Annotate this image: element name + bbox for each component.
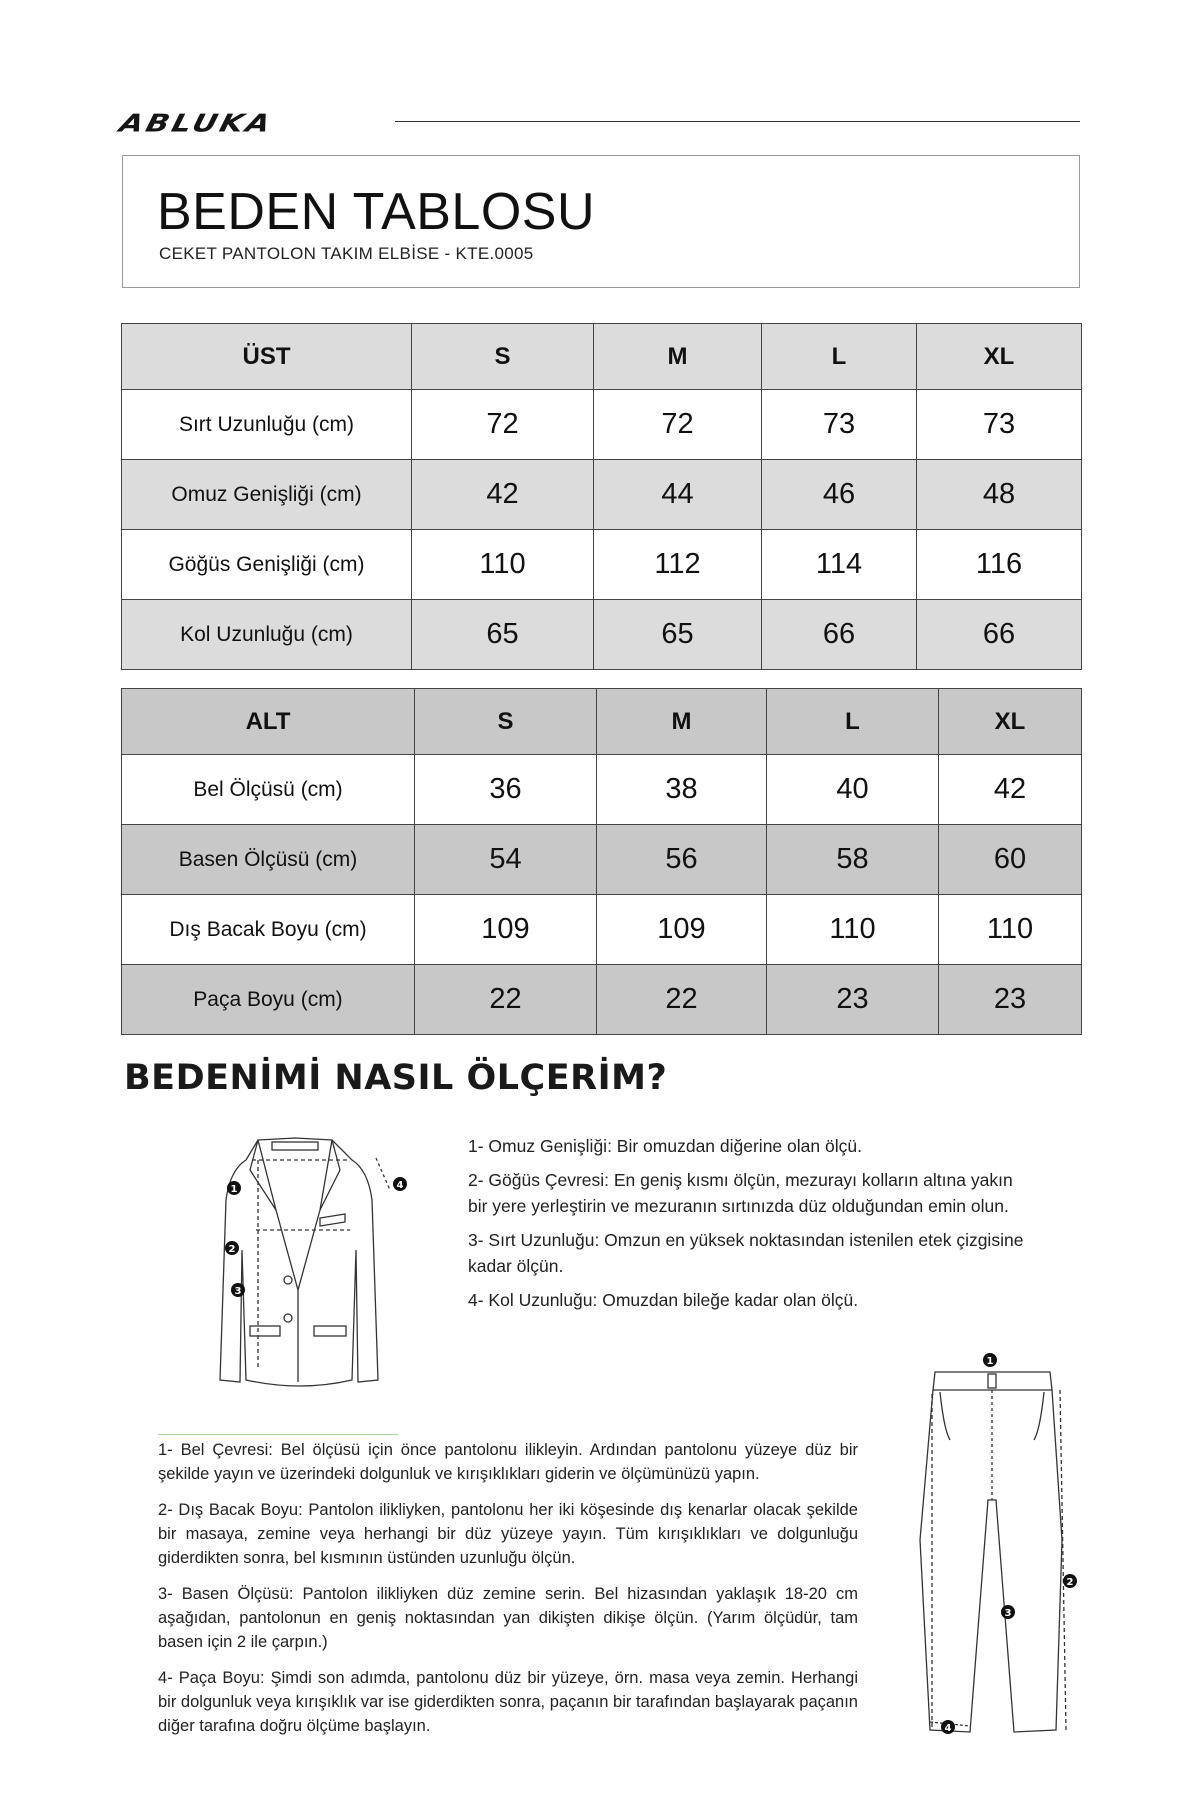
table-cell: 72 — [412, 390, 594, 460]
table-cell: 66 — [762, 600, 917, 670]
pants-marker-1: 1 — [986, 1356, 994, 1367]
page-header — [116, 108, 1080, 140]
table-cell: 23 — [767, 965, 939, 1035]
table-cell: 42 — [412, 460, 594, 530]
table-cell: 36 — [415, 755, 597, 825]
column-header: M — [597, 689, 767, 755]
jacket-marker-3: 3 — [234, 1286, 242, 1297]
column-header: XL — [917, 324, 1082, 390]
instruction-item: 1- Bel Çevresi: Bel ölçüsü için önce pantolonu ilikleyin. Ardından pantolonu yüzeye düz bir şekilde yayın ve üzerindeki dolgunluk ve kırışıklıkları giderin ve ölçümünüzü yapın. — [158, 1441, 858, 1483]
table-cell: 60 — [939, 825, 1082, 895]
top-size-table — [121, 323, 1082, 670]
table-row — [122, 965, 1082, 1035]
table-row — [122, 390, 1082, 460]
table-cell: 22 — [415, 965, 597, 1035]
row-label: Göğüs Genişliği (cm) — [122, 530, 412, 600]
table-cell: 58 — [767, 825, 939, 895]
column-header: M — [594, 324, 762, 390]
jacket-marker-4: 4 — [396, 1180, 404, 1191]
table-cell: 109 — [597, 895, 767, 965]
table-row — [122, 530, 1082, 600]
row-label: Paça Boyu (cm) — [122, 965, 415, 1035]
table-cell: 110 — [412, 530, 594, 600]
table-cell: 42 — [939, 755, 1082, 825]
table-cell: 44 — [594, 460, 762, 530]
table-cell: 38 — [597, 755, 767, 825]
pants-illustration — [910, 1350, 1085, 1740]
table-cell: 116 — [917, 530, 1082, 600]
table-row — [122, 895, 1082, 965]
section-title: BEDENİMİ NASIL ÖLÇERİM? — [124, 1058, 668, 1098]
table-cell: 110 — [939, 895, 1082, 965]
table-cell: 110 — [767, 895, 939, 965]
table-cell: 109 — [415, 895, 597, 965]
instruction-item: 4- Kol Uzunluğu: Omuzdan bileğe kadar olan ölçü. — [468, 1290, 859, 1310]
table-row — [122, 460, 1082, 530]
instruction-item: 3- Sırt Uzunluğu: Omzun en yüksek noktasından istenilen etek çizgisine kadar ölçün. — [468, 1230, 1024, 1276]
column-header: L — [767, 689, 939, 755]
table-cell: 73 — [917, 390, 1082, 460]
instruction-item: 2- Dış Bacak Boyu: Pantolon ilikliyken, pantolonu her iki köşesinde dış kenarlar olacak şekilde bir masaya, zemine veya herhangi bir düz yüzeye yayın. Tüm kırışıklıkları ve dolgunluğu giderdikten sonra, bel kısmının üstünden uzunluğu ölçün. — [158, 1501, 858, 1567]
column-header: XL — [939, 689, 1082, 755]
bottom-size-table — [121, 688, 1082, 1035]
table-row — [122, 755, 1082, 825]
page-subtitle: CEKET PANTOLON TAKIM ELBİSE - KTE.0005 — [159, 244, 534, 263]
row-label: Sırt Uzunluğu (cm) — [122, 390, 412, 460]
row-label: Basen Ölçüsü (cm) — [122, 825, 415, 895]
table-row — [122, 600, 1082, 670]
table-cell: 46 — [762, 460, 917, 530]
jacket-marker-1: 1 — [230, 1184, 238, 1195]
table-row — [122, 825, 1082, 895]
brand-logo: ABLUKA — [116, 109, 277, 138]
row-label: Bel Ölçüsü (cm) — [122, 755, 415, 825]
pants-marker-3: 3 — [1004, 1608, 1012, 1619]
instruction-item: 3- Basen Ölçüsü: Pantolon ilikliyken düz zemine serin. Bel hizasından yaklaşık 18-20 cm aşağıdan, pantolonun en geniş noktasından yan dikişten dikişe ölçün. (Yarım ölçüdür, tam basen için 2 ile çarpın.) — [158, 1585, 858, 1651]
jacket-marker-2: 2 — [228, 1244, 236, 1255]
row-label: Dış Bacak Boyu (cm) — [122, 895, 415, 965]
table-cell: 65 — [594, 600, 762, 670]
page-title: BEDEN TABLOSU — [157, 183, 596, 241]
table-header-row — [122, 324, 1082, 390]
pants-marker-2: 2 — [1066, 1577, 1074, 1588]
header-divider — [395, 121, 1080, 122]
table-cell: 40 — [767, 755, 939, 825]
table-cell: 56 — [597, 825, 767, 895]
table-cell: 48 — [917, 460, 1082, 530]
table-cell: 65 — [412, 600, 594, 670]
column-header: L — [762, 324, 917, 390]
table-cell: 72 — [594, 390, 762, 460]
table-cell: 54 — [415, 825, 597, 895]
table-header-row — [122, 689, 1082, 755]
table-cell: 66 — [917, 600, 1082, 670]
table-cell: 73 — [762, 390, 917, 460]
column-header: S — [415, 689, 597, 755]
pants-marker-4: 4 — [944, 1723, 952, 1734]
column-header: ÜST — [122, 324, 412, 390]
column-header: ALT — [122, 689, 415, 755]
table-cell: 22 — [597, 965, 767, 1035]
row-label: Omuz Genişliği (cm) — [122, 460, 412, 530]
pants-instructions — [158, 1438, 858, 1750]
decorative-line — [158, 1434, 398, 1435]
table-cell: 114 — [762, 530, 917, 600]
instruction-item: 2- Göğüs Çevresi: En geniş kısmı ölçün, mezurayı kolların altına yakın bir yere yerleştirin ve mezuranın sırtınızda düz olduğundan emin olun. — [468, 1170, 1013, 1216]
instruction-item: 1- Omuz Genişliği: Bir omuzdan diğerine olan ölçü. — [468, 1136, 862, 1156]
instruction-item: 4- Paça Boyu: Şimdi son adımda, pantolonu düz bir yüzeye, örn. masa veya zemin. Herhangi bir dolgunluk veya kırışıklık var ise giderdikten sonra, paçanın bir tarafından başlayarak paçanın diğer tarafına doğru ölçüme başlayın. — [158, 1669, 858, 1735]
title-box — [122, 155, 1080, 288]
table-cell: 112 — [594, 530, 762, 600]
row-label: Kol Uzunluğu (cm) — [122, 600, 412, 670]
jacket-instructions — [468, 1133, 1028, 1321]
column-header: S — [412, 324, 594, 390]
jacket-illustration — [180, 1130, 420, 1420]
table-cell: 23 — [939, 965, 1082, 1035]
